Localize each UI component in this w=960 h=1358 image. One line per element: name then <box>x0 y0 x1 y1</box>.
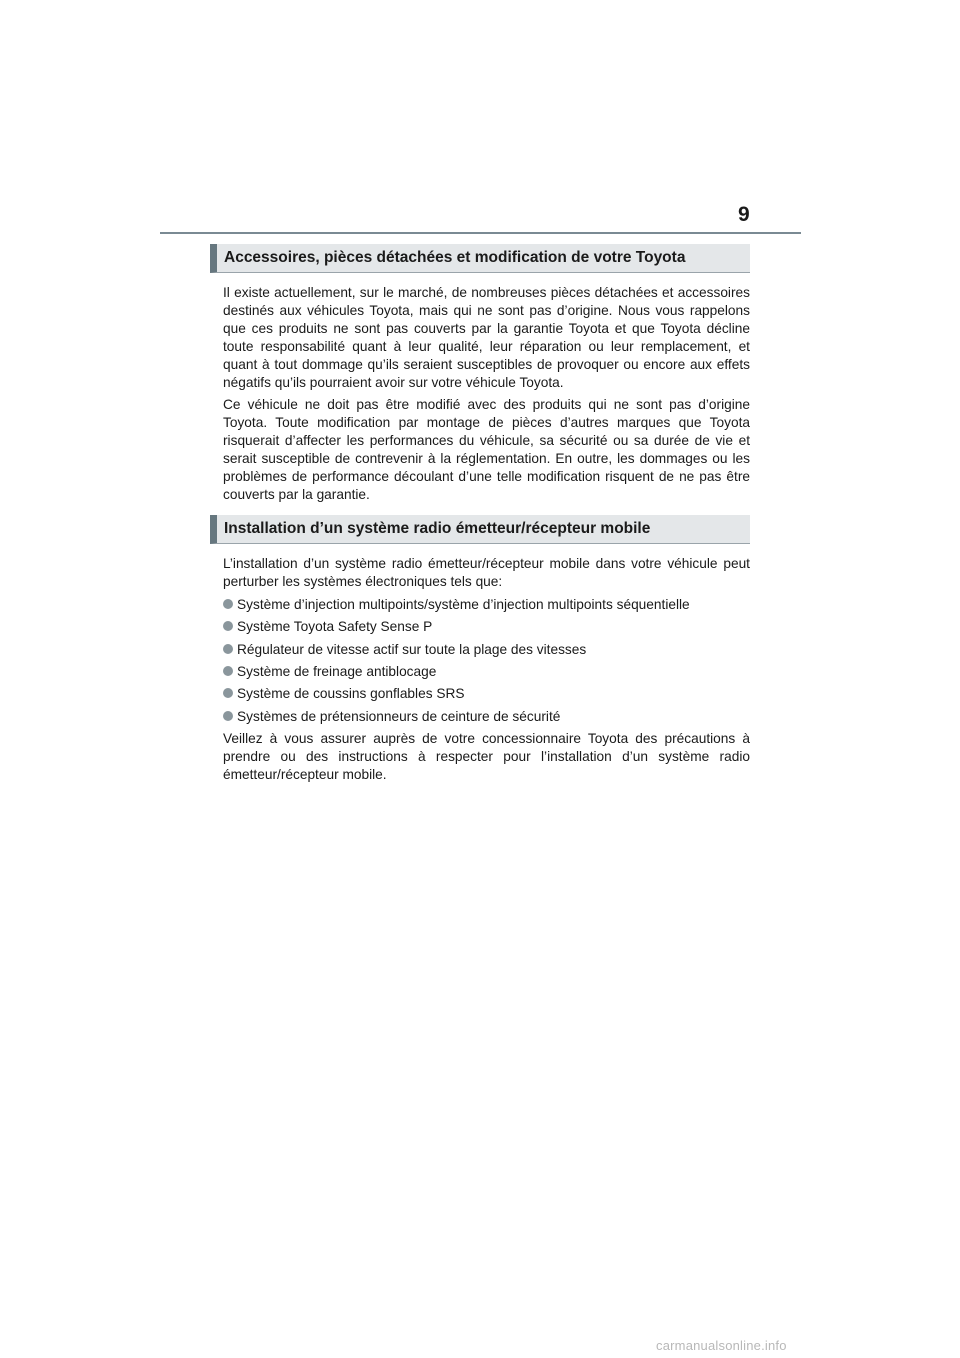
section-radio <box>210 515 750 784</box>
list-item <box>223 708 750 726</box>
list-item <box>223 618 750 636</box>
bullet-icon <box>223 688 233 698</box>
list-item <box>223 641 750 659</box>
bullet-icon <box>223 711 233 721</box>
list-item <box>223 596 750 614</box>
bullet-icon <box>223 621 233 631</box>
paragraph-accessories-1: Il existe actuellement, sur le marché, de nombreuses pièces détachées et accessoires destinés aux véhicules Toyota, mais qui ne sont pas d’origine. Nous vous rappelons que ces produits ne sont pas couverts par la garantie Toyota et que Toyota décline toute responsabilité quant à leur qualité, leur réparation ou leur remplacement, et quant à tout dommage qu’ils seraient susceptibles de provoquer ou encore aux effets négatifs qu’ils pourraient avoir sur votre véhicule Toyota. <box>223 285 750 390</box>
list-item-text: Système Toyota Safety Sense P <box>237 619 433 635</box>
section-accessories <box>210 244 750 504</box>
list-item-text: Système d’injection multipoints/système d’injection multipoints séquentielle <box>237 596 690 612</box>
paragraph-radio-intro: L’installation d’un système radio émetteur/récepteur mobile dans votre véhicule peut perturber les systèmes électroniques tels que: <box>223 555 750 589</box>
section-heading-accessories: Accessoires, pièces détachées et modification de votre Toyota <box>210 244 750 273</box>
list-item-text: Régulateur de vitesse actif sur toute la plage des vitesses <box>237 641 587 657</box>
bullet-icon <box>223 666 233 676</box>
bullet-icon <box>223 599 233 609</box>
header-rule <box>160 232 801 234</box>
section-body-radio <box>210 555 750 784</box>
list-item <box>223 663 750 681</box>
footer-watermark-link[interactable]: carmanualsonline.info <box>656 1338 787 1353</box>
list-item <box>223 685 750 703</box>
section-body-accessories <box>210 284 750 504</box>
bullet-icon <box>223 644 233 654</box>
page-content <box>210 244 750 784</box>
paragraph-radio-closing: Veillez à vous assurer auprès de votre concessionnaire Toyota des précautions à prendre ou des instructions à respecter pour l’installation d’un système radio émetteur/récepteur mobile. <box>223 731 750 782</box>
bullet-list <box>223 596 750 726</box>
list-item-text: Système de coussins gonflables SRS <box>237 686 465 702</box>
page-number: 9 <box>738 203 750 226</box>
section-heading-radio: Installation d’un système radio émetteur/récepteur mobile <box>210 515 750 544</box>
list-item-text: Système de freinage antiblocage <box>237 663 437 679</box>
paragraph-accessories-2: Ce véhicule ne doit pas être modifié avec des produits qui ne sont pas d’origine Toyota. Toute modification par montage de pièces d’autres marques que Toyota risquerait d’affecter les performances du véhicule, sa sécurité ou sa durée de vie et serait susceptible de contrevenir à la réglementation. En outre, les dommages ou les problèmes de performance découlant d’une telle modification risquent de ne pas être couverts par la garantie. <box>223 397 750 502</box>
list-item-text: Systèmes de prétensionneurs de ceinture de sécurité <box>237 708 561 724</box>
